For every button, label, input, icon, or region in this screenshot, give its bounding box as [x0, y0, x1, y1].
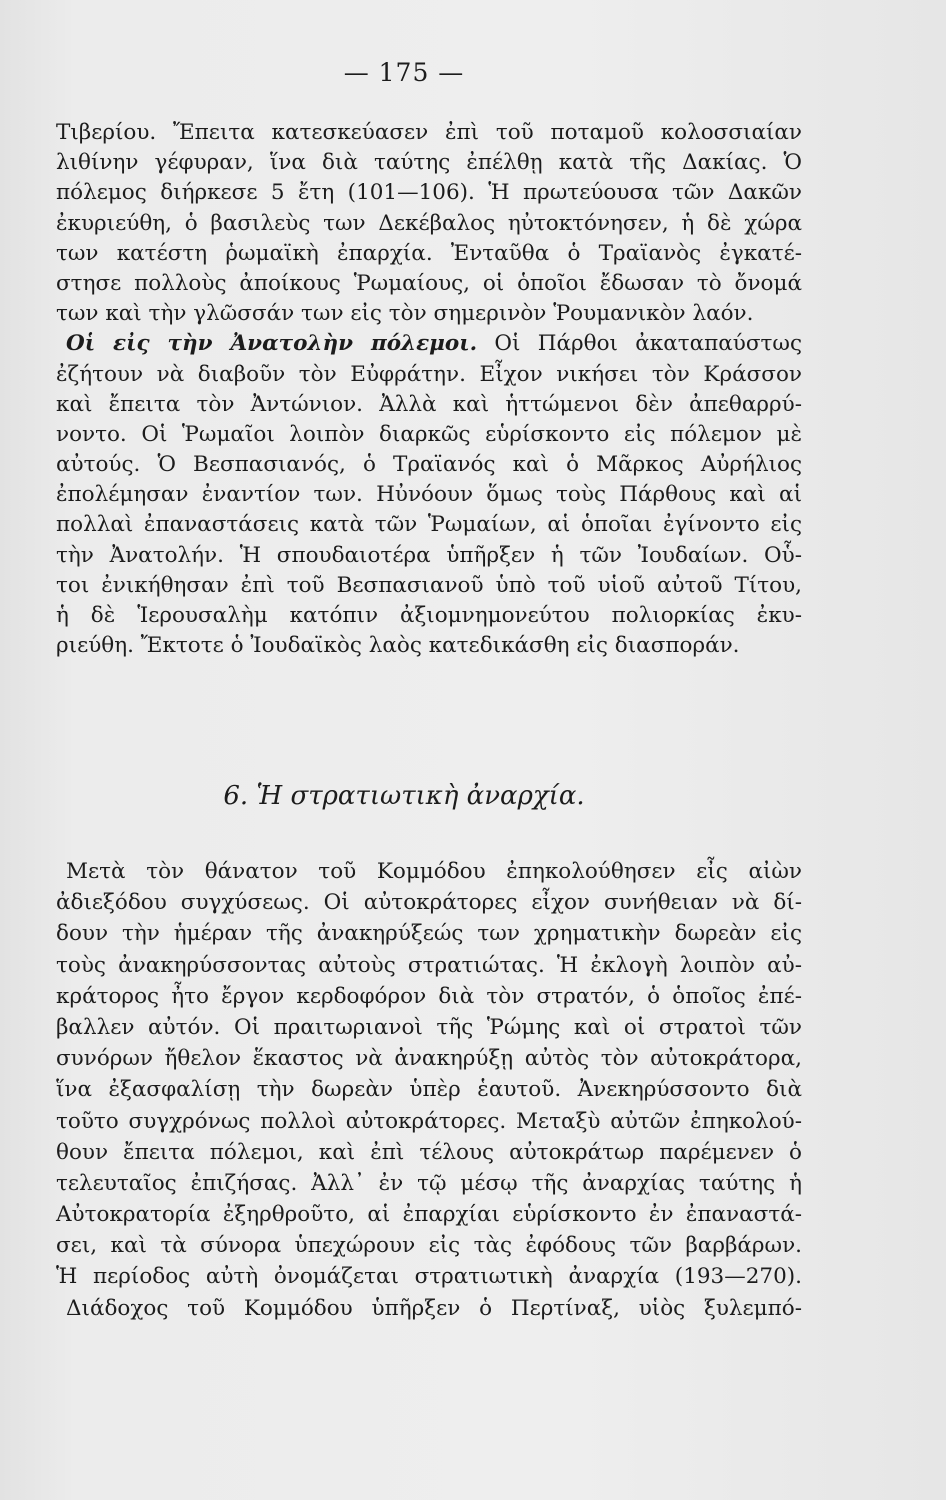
text-line: Ἡ περίοδος αὐτὴ ὀνομάζεται στρατιωτικὴ ἀναρχία (193—270).: [56, 1264, 802, 1290]
text-line: τοῦτο συγχρόνως πολλοὶ αὐτοκράτορες. Μεταξὺ αὐτῶν ἐπηκολού-: [56, 1108, 802, 1134]
page-number: — 175 —: [343, 58, 465, 87]
text-line: κράτορος ἦτο ἔργον κερδοφόρον διὰ τὸν στρατόν, ὁ ὁποῖος ἐπέ-: [56, 983, 802, 1009]
text-line: πολλαὶ ἐπαναστάσεις κατὰ τῶν Ῥωμαίων, αἱ ὁποῖαι ἐγίνοντο εἰς: [56, 512, 802, 538]
subhead-line: [56, 329, 802, 359]
text-line: τὴν Ἀνατολήν. Ἡ σπουδαιοτέρα ὑπῆρξεν ἡ τῶν Ἰουδαίων. Οὗ-: [56, 542, 802, 568]
text-line: Μετὰ τὸν θάνατον τοῦ Κομμόδου ἐπηκολούθησεν εἶς αἰὼν: [66, 859, 802, 884]
text-block-anarchy: [56, 856, 802, 1324]
text-line: λιθίνην γέφυραν, ἵνα διὰ ταύτης ἐπέλθῃ κατὰ τῆς Δακίας. Ὁ: [56, 150, 802, 176]
text-line: των κατέστη ῥωμαϊκὴ ἐπαρχία. Ἐνταῦθα ὁ Τραϊανὸς ἐγκατέ-: [56, 240, 802, 266]
text-line: σει, καὶ τὰ σύνορα ὑπεχώρουν εἰς τὰς ἐφόδους τῶν βαρβάρων.: [56, 1233, 802, 1259]
text-line: Διάδοχος τοῦ Κομμόδου ὑπῆρξεν ὁ Περτίναξ, υἱὸς ξυλεμπό-: [66, 1295, 802, 1321]
text-line: ἀδιεξόδου συγχύσεως. Οἱ αὐτοκράτορες εἶχον συνήθειαν νὰ δί-: [56, 890, 802, 916]
text-line: θουν ἔπειτα πόλεμοι, καὶ ἐπὶ τέλους αὐτοκράτωρ παρέμενεν ὁ: [56, 1139, 802, 1165]
text-line: ἐκυριεύθη, ὁ βασιλεὺς των Δεκέβαλος ηὐτοκτόνησεν, ἡ δὲ χώρα: [56, 210, 802, 236]
text-line: τοὺς ἀνακηρύσσοντας αὐτοὺς στρατιώτας. Ἡ ἐκλογὴ λοιπὸν αὐ-: [56, 952, 802, 978]
text-line: πόλεμος διήρκεσε 5 ἔτη (101—106). Ἡ πρωτεύουσα τῶν Δακῶν: [56, 180, 802, 206]
text-line: νοντο. Οἱ Ῥωμαῖοι λοιπὸν διαρκῶς εὑρίσκοντο εἰς πόλεμον μὲ: [56, 421, 802, 447]
text-line: ἵνα ἐξασφαλίσῃ τὴν δωρεὰν ὑπὲρ ἑαυτοῦ. Ἀνεκηρύσσοντο διὰ: [56, 1077, 802, 1103]
subhead-title: Οἱ εἰς τὴν Ἀνατολὴν πόλεμοι.: [66, 331, 478, 357]
text-line: ριεύθη. Ἔκτοτε ὁ Ἰουδαϊκὸς λαὸς κατεδικάσθη εἰς διασποράν.: [56, 633, 740, 659]
text-line: Αὐτοκρατορία ἐξηρθροῦτο, αἱ ἐπαρχίαι εὑρίσκοντο ἐν ἐπαναστά-: [56, 1202, 802, 1228]
text-line: τοι ἐνικήθησαν ἐπὶ τοῦ Βεσπασιανοῦ ὑπὸ τοῦ υἱοῦ αὐτοῦ Τίτου,: [56, 572, 802, 598]
text-line: ἡ δὲ Ἱερουσαλὴμ κατόπιν ἀξιομνημονεύτου πολιορκίας ἐκυ-: [56, 603, 802, 628]
text-line: ἐζήτουν νὰ διαβοῦν τὸν Εὐφράτην. Εἶχον νικήσει τὸν Κράσσον: [56, 361, 802, 387]
text-line: των καὶ τὴν γλῶσσάν των εἰς τὸν σημερινὸν Ῥουμανικὸν λαόν.: [56, 301, 754, 327]
text-line: καὶ ἔπειτα τὸν Ἀντώνιον. Ἀλλὰ καὶ ἡττώμενοι δὲν ἀπεθαρρύ-: [56, 391, 802, 417]
text-block-romans: [56, 118, 802, 661]
section-heading: 6. Ἡ στρατιωτικὴ ἀναρχία.: [223, 781, 585, 811]
text-line: δουν τὴν ἡμέραν τῆς ἀνακηρύξεώς των χρηματικὴν δωρεὰν εἰς: [56, 921, 802, 947]
text-line: τελευταῖος ἐπιζήσας. Ἀλλ᾽ ἐν τῷ μέσῳ τῆς ἀναρχίας ταύτης ἡ: [56, 1170, 802, 1196]
text-line: ἐπολέμησαν ἐναντίον των. Ηὐνόουν ὅμως τοὺς Πάρθους καὶ αἱ: [56, 482, 802, 508]
text-line: αὐτούς. Ὁ Βεσπασιανός, ὁ Τραϊανός καὶ ὁ Μᾶρκος Αὐρήλιος: [56, 452, 802, 478]
text-line: συνόρων ἤθελον ἕκαστος νὰ ἀνακηρύξῃ αὐτὸς τὸν αὐτοκράτορα,: [56, 1046, 802, 1072]
text-line: στησε πολλοὺς ἀποίκους Ῥωμαίους, οἱ ὁποῖοι ἔδωσαν τὸ ὄνομά: [56, 270, 802, 296]
text-line: βαλλεν αὐτόν. Οἱ πραιτωριανοὶ τῆς Ῥώμης καὶ οἱ στρατοὶ τῶν: [56, 1014, 802, 1040]
subhead-line-text: Οἱ Πάρθοι ἀκαταπαύστως: [477, 331, 802, 357]
text-line: Τιβερίου. Ἔπειτα κατεσκεύασεν ἐπὶ τοῦ ποταμοῦ κολοσσιαίαν: [56, 120, 802, 145]
